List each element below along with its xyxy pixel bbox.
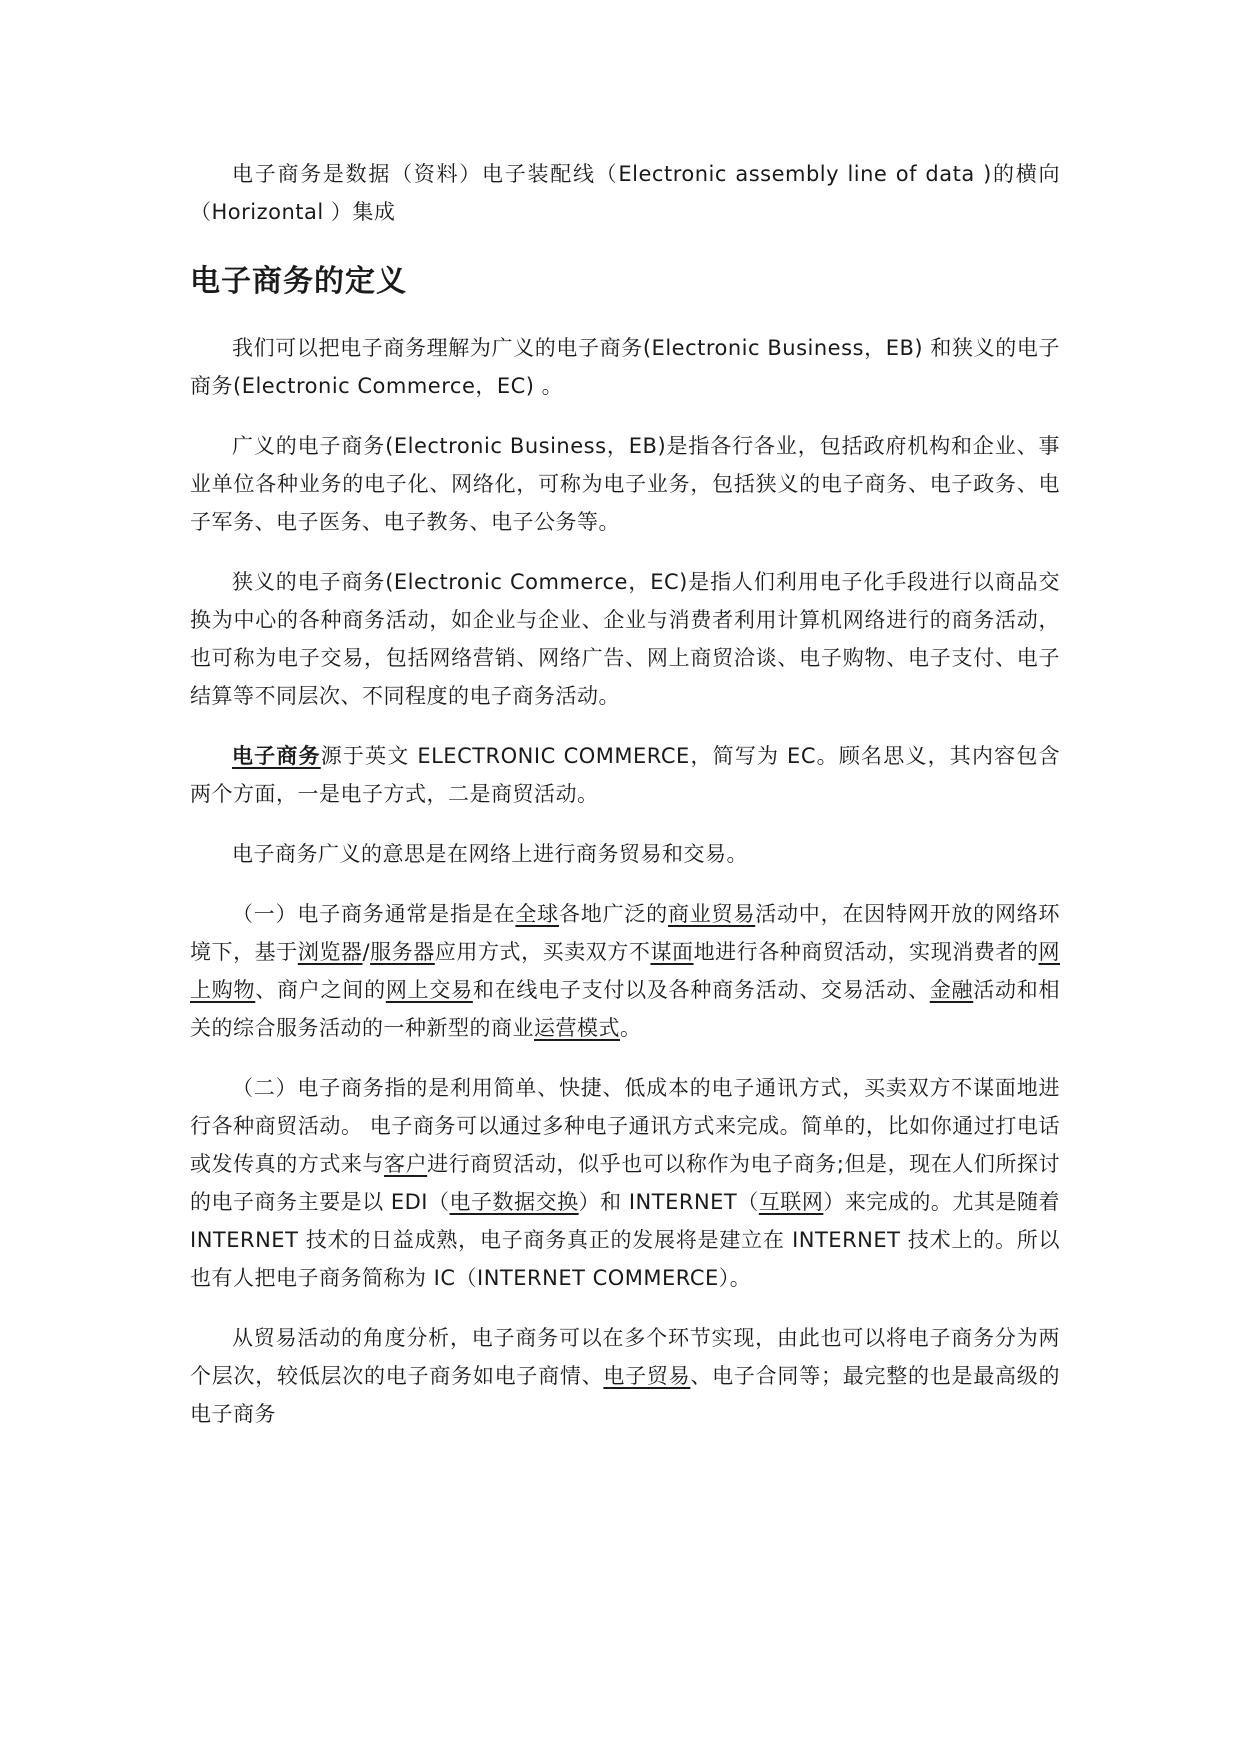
link-finance[interactable]: 金融 bbox=[929, 978, 974, 1002]
link-ecommerce[interactable]: 电子商务 bbox=[232, 744, 321, 768]
paragraph-5: 电子商务广义的意思是在网络上进行商务贸易和交易。 bbox=[232, 842, 748, 866]
paragraph-3: 狭义的电子商务(Electronic Commerce，EC)是指人们利用电子化手段进行以商品交换为中心的各种商务活动，如企业与企业、企业与消费者利用计算机网络进行的商务活动，也可称为电子交易，包括网络营销、网络广告、网上商贸洽谈、电子购物、电子支付、电子结算等不同层次、不同程度的电子商务活动。 bbox=[190, 570, 1060, 708]
link-server[interactable]: 服务器 bbox=[370, 940, 435, 964]
paragraph-1: 我们可以把电子商务理解为广义的电子商务(Electronic Business，EB) 和狭义的电子商务(Electronic Commerce，EC) 。 bbox=[190, 336, 1060, 398]
link-commercial-trade[interactable]: 商业贸易 bbox=[667, 902, 756, 926]
link-internet[interactable]: 互联网 bbox=[758, 1190, 824, 1214]
document-body bbox=[190, 155, 1060, 1455]
link-operating-model[interactable]: 运营模式 bbox=[534, 1016, 620, 1040]
paragraph-2: 广义的电子商务(Electronic Business，EB)是指各行各业，包括政府机构和企业、事业单位各种业务的电子化、网络化，可称为电子业务，包括狭义的电子商务、电子政务、电子军务、电子医务、电子教务、电子公务等。 bbox=[190, 434, 1060, 534]
paragraph-4: 电子商务源于英文 ELECTRONIC COMMERCE，简写为 EC。顾名思义，其内容包含两个方面，一是电子方式，二是商贸活动。 bbox=[190, 744, 1060, 806]
link-customer[interactable]: 客户 bbox=[384, 1152, 428, 1176]
link-global[interactable]: 全球 bbox=[515, 902, 559, 926]
link-electronic-trade[interactable]: 电子贸易 bbox=[603, 1364, 691, 1388]
paragraph-8: 从贸易活动的角度分析，电子商务可以在多个环节实现，由此也可以将电子商务分为两个层次，较低层次的电子商务如电子商情、电子贸易、电子合同等；最完整的也是最高级的电子商务 bbox=[190, 1326, 1061, 1426]
paragraph-6: （一）电子商务通常是指是在全球各地广泛的商业贸易活动中，在因特网开放的网络环境下，基于浏览器/服务器应用方式，买卖双方不谋面地进行各种商贸活动，实现消费者的网上购物、商户之间的网上交易和在线电子支付以及各种商务活动、交易活动、金融活动和相关的综合服务活动的一种新型的商业运营模式。 bbox=[190, 902, 1061, 1040]
link-online-trading[interactable]: 网上交易 bbox=[385, 978, 473, 1002]
link-online-shopping[interactable]: 网上购物 bbox=[190, 940, 1061, 1002]
paragraph-7: （二）电子商务指的是利用简单、快捷、低成本的电子通讯方式，买卖双方不谋面地进行各种商贸活动。 电子商务可以通过多种电子通讯方式来完成。简单的，比如你通过打电话或发传真的方式来与客户进行商贸活动，似乎也可以称作为电子商务;但是，现在人们所探讨的电子商务主要是以 EDI（电子数据交换）和 INTERNET（互联网）来完成的。尤其是随着 INTERNET 技术的日益成熟，电子商务真正的发展将是建立在 INTERNET 技术上的。所以也有人把电子商务简称为 IC（INTERNET COMMERCE）。 bbox=[190, 1076, 1061, 1290]
link-browser[interactable]: 浏览器 bbox=[297, 940, 363, 964]
intro-paragraph: 电子商务是数据（资料）电子装配线（Electronic assembly line of data )的横向（Horizontal ）集成 bbox=[190, 162, 1060, 224]
link-edi[interactable]: 电子数据交换 bbox=[449, 1190, 579, 1214]
section-heading: 电子商务的定义 bbox=[190, 264, 407, 299]
link-meet[interactable]: 谋面 bbox=[650, 940, 694, 964]
